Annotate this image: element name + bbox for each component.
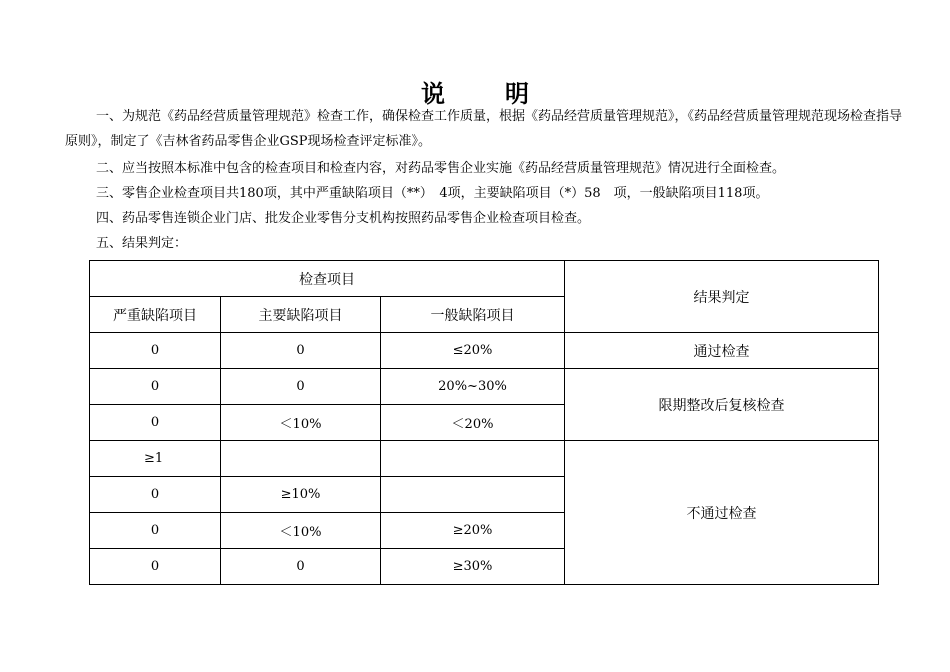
- result-judgement-table: [89, 260, 879, 585]
- cell-serious: 0: [90, 477, 221, 513]
- cell-general: ≥20%: [381, 513, 565, 549]
- cell-general: ＜20%: [381, 405, 565, 441]
- cell-general: [381, 441, 565, 477]
- cell-serious: 0: [90, 333, 221, 369]
- cell-general: ≤20%: [381, 333, 565, 369]
- cell-general: [381, 477, 565, 513]
- result-pass: 通过检查: [565, 333, 879, 369]
- cell-serious: 0: [90, 369, 221, 405]
- page-title: 说 明: [421, 80, 547, 108]
- result-rectify: 限期整改后复核检查: [565, 369, 879, 441]
- cell-major: ＜10%: [221, 513, 381, 549]
- paragraph-1: 一、为规范《药品经营质量管理规范》检查工作，确保检查工作质量，根据《药品经营质量管理规范》，《药品经营质量管理规范现场检查指导原则》，制定了《吉林省药品零售企业GSP现场检查评定标准》。: [65, 109, 903, 149]
- cell-major: 0: [221, 549, 381, 585]
- cell-general: 20%~30%: [381, 369, 565, 405]
- cell-serious: 0: [90, 405, 221, 441]
- result-fail: 不通过检查: [565, 441, 879, 585]
- header-result: 结果判定: [565, 261, 879, 333]
- cell-major: 0: [221, 333, 381, 369]
- paragraph-3: 三、零售企业检查项目共180项，其中严重缺陷项目（**） 4项，主要缺陷项目（*）58 项，一般缺陷项目118项。: [96, 186, 769, 201]
- cell-serious: 0: [90, 549, 221, 585]
- cell-serious: 0: [90, 513, 221, 549]
- cell-major: [221, 441, 381, 477]
- cell-general: ≥30%: [381, 549, 565, 585]
- cell-major: ≥10%: [221, 477, 381, 513]
- paragraph-4: 四、药品零售连锁企业门店、批发企业零售分支机构按照药品零售企业检查项目检查。: [96, 211, 591, 226]
- paragraph-5: 五、结果判定：: [96, 236, 188, 251]
- cell-serious: ≥1: [90, 441, 221, 477]
- table-row: [90, 369, 879, 405]
- table-row: [90, 333, 879, 369]
- header-general-defects: 一般缺陷项目: [381, 297, 565, 333]
- paragraph-2: 二、应当按照本标准中包含的检查项目和检查内容，对药品零售企业实施《药品经营质量管理规范》情况进行全面检查。: [96, 161, 786, 176]
- cell-major: ＜10%: [221, 405, 381, 441]
- header-check-items: 检查项目: [90, 261, 565, 297]
- table-row: [90, 441, 879, 477]
- header-serious-defects: 严重缺陷项目: [90, 297, 221, 333]
- cell-major: 0: [221, 369, 381, 405]
- header-major-defects: 主要缺陷项目: [221, 297, 381, 333]
